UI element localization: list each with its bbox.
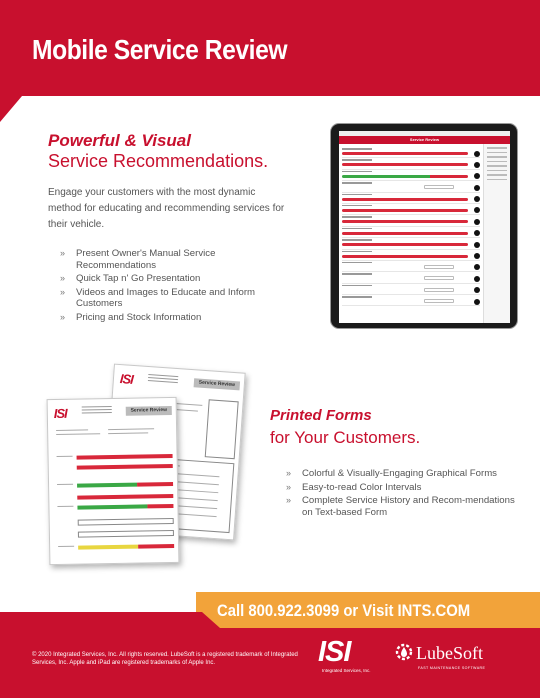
call-to-action: Call 800.922.3099 or Visit INTS.COM [217,602,471,620]
table-row [342,181,480,192]
tablet-screen [339,131,510,323]
bullet-mark: » [286,468,292,478]
list-item: » Pricing and Stock Information [60,311,202,323]
info-icon [474,276,480,282]
form-title-tag: Service Review [126,406,172,416]
info-icon [474,162,480,168]
bullet-mark: » [60,311,66,322]
info-icon [474,196,480,202]
bullet-mark: » [60,273,66,283]
table-row [342,272,480,283]
table-row [342,215,480,226]
info-icon [474,151,480,157]
table-row [342,227,480,238]
info-icon [474,299,480,305]
list-item: » Videos and Images to Educate and Inform Customers [60,286,256,309]
table-row [342,250,480,261]
info-icon [474,173,480,179]
table-row [342,238,480,249]
bullet-mark: » [60,248,66,258]
mobile-feature-list [60,248,290,325]
isi-logo: ISI Integrated Services, Inc. [318,636,371,673]
table-row [342,170,480,181]
mobile-section-title-bold: Powerful & Visual [48,131,191,150]
table-row [342,193,480,204]
legal-notice: © 2020 Integrated Services, Inc. All rights reserved. LubeSoft is a registered trademark of Integrated Services, Inc. Apple and iPad are registered trademarks of Apple Inc. [32,652,298,666]
form-title-tag: Service Review [194,378,241,390]
printed-section-title-bold: Printed Forms [270,407,372,424]
table-row [342,295,480,306]
list-item: » Quick Tap n' Go Presentation [60,273,201,284]
tablet-app-title: Service Review [409,137,440,142]
info-icon [474,230,480,236]
table-row [342,147,480,158]
list-item: » Present Owner's Manual Service Recommendations [60,248,216,271]
printed-section-title: for Your Customers. [270,428,421,447]
tablet-app-bar [339,136,510,144]
isi-form-logo: ISI [119,371,134,387]
tablet-image [330,123,518,329]
table-row [342,204,480,215]
info-icon [474,207,480,213]
bullet-mark: » [286,495,292,505]
list-item: » Easy-to-read Color Intervals [286,481,422,493]
bullet-mark: » [286,481,292,492]
lubesoft-logo: LubeSoft FAST MAINTENANCE SOFTWARE [394,642,524,676]
bullet-mark: » [60,286,66,297]
page-title: Mobile Service Review [32,34,288,65]
info-icon [474,185,480,191]
table-row [342,158,480,169]
gear-drop-icon [394,642,414,662]
isi-form-logo: ISI [53,405,67,422]
info-icon [474,242,480,248]
tablet-side-panel [483,144,510,323]
table-row [342,284,480,295]
info-icon [474,253,480,259]
info-icon [474,219,480,225]
info-icon [474,264,480,270]
printed-feature-list [286,468,524,520]
mobile-section-title: Service Recommendations. [48,151,269,171]
info-icon [474,287,480,293]
table-row [342,261,480,272]
printed-form-front [47,397,180,565]
mobile-section-intro: Engage your customers with the most dynamic method for educating and recommending services for their vehicle. [48,187,285,230]
tablet-service-rows [342,147,480,306]
list-item: » Complete Service History and Recom-mendations on Text-based Form [286,495,515,518]
list-item: » Colorful & Visually-Engaging Graphical Forms [286,468,497,479]
